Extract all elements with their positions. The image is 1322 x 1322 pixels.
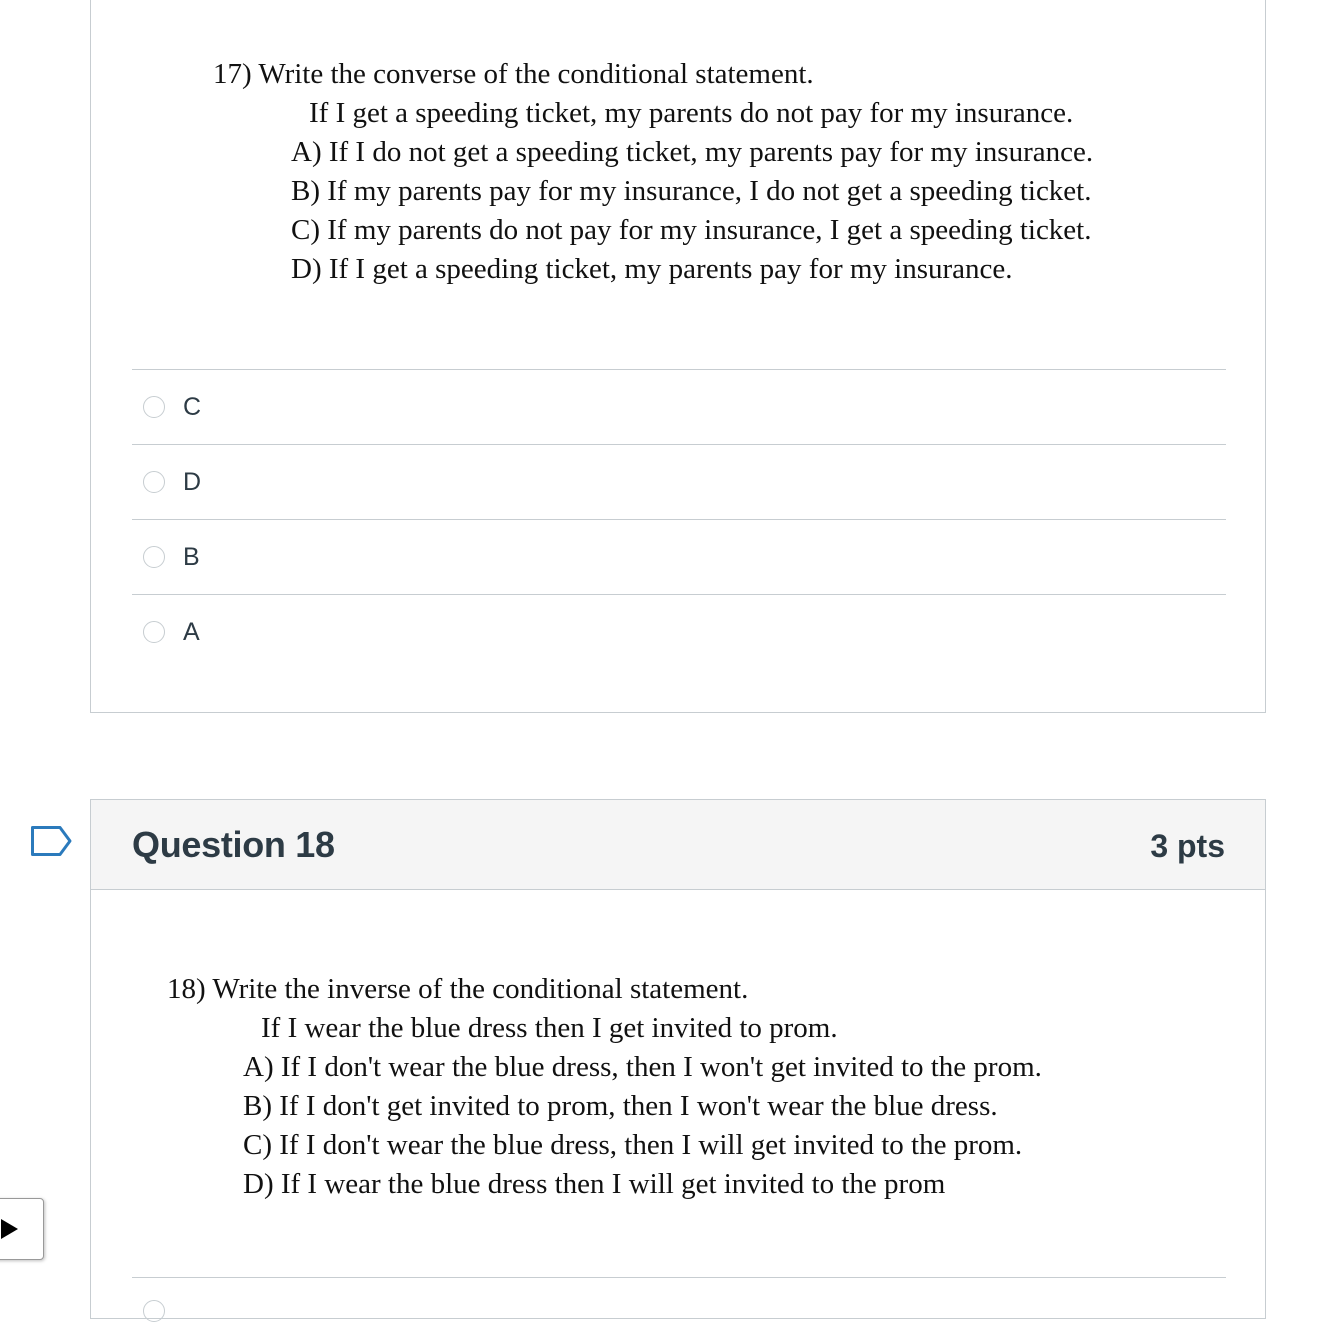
conditional-statement: If I get a speeding ticket, my parents do not pay for my insurance.	[309, 97, 1074, 129]
answer-label[interactable]: B	[183, 542, 200, 571]
option-text-a: A) If I don't wear the blue dress, then I won't get invited to the prom.	[243, 1051, 1042, 1083]
answer-label[interactable]: D	[183, 467, 202, 496]
option-text-c: C) If my parents do not pay for my insurance, I get a speeding ticket.	[291, 214, 1092, 246]
question-18-image	[167, 970, 1042, 1204]
radio-button[interactable]	[143, 471, 165, 493]
answer-label[interactable]: C	[183, 392, 202, 421]
option-text-b: B) If my parents pay for my insurance, I do not get a speeding ticket.	[291, 175, 1092, 207]
question-stem: 18) Write the inverse of the conditional statement.	[167, 973, 749, 1005]
question-points: 3 pts	[1150, 828, 1225, 864]
radio-button[interactable]	[143, 621, 165, 643]
option-text-a: A) If I do not get a speeding ticket, my parents pay for my insurance.	[291, 136, 1094, 168]
question-18-card	[90, 799, 1266, 1319]
option-text-b: B) If I don't get invited to prom, then I won't wear the blue dress.	[243, 1090, 998, 1122]
question-17-card	[90, 0, 1266, 713]
answer-option-c[interactable]	[132, 369, 1226, 444]
answer-option-d[interactable]	[132, 444, 1226, 519]
answer-option-a[interactable]	[132, 594, 1226, 669]
answer-label[interactable]: A	[183, 617, 200, 646]
radio-button[interactable]	[143, 396, 165, 418]
option-text-c: C) If I don't wear the blue dress, then I will get invited to the prom.	[243, 1129, 1023, 1161]
option-text-d: D) If I get a speeding ticket, my parents pay for my insurance.	[291, 253, 1013, 285]
question-17-image	[213, 55, 1093, 289]
panel-toggle-button[interactable]	[0, 1198, 44, 1260]
answer-divider	[132, 1277, 1226, 1278]
radio-button[interactable]	[143, 546, 165, 568]
answer-option-b[interactable]	[132, 519, 1226, 594]
question-header	[91, 800, 1265, 890]
conditional-statement: If I wear the blue dress then I get invited to prom.	[261, 1012, 838, 1044]
option-text-d: D) If I wear the blue dress then I will get invited to the prom	[243, 1168, 946, 1200]
question-title: Question 18	[132, 824, 335, 865]
play-icon	[1, 1219, 18, 1239]
answer-list	[132, 369, 1226, 669]
question-stem: 17) Write the converse of the conditional statement.	[213, 58, 814, 90]
radio-button[interactable]	[143, 1300, 165, 1322]
flag-icon[interactable]	[30, 825, 74, 859]
